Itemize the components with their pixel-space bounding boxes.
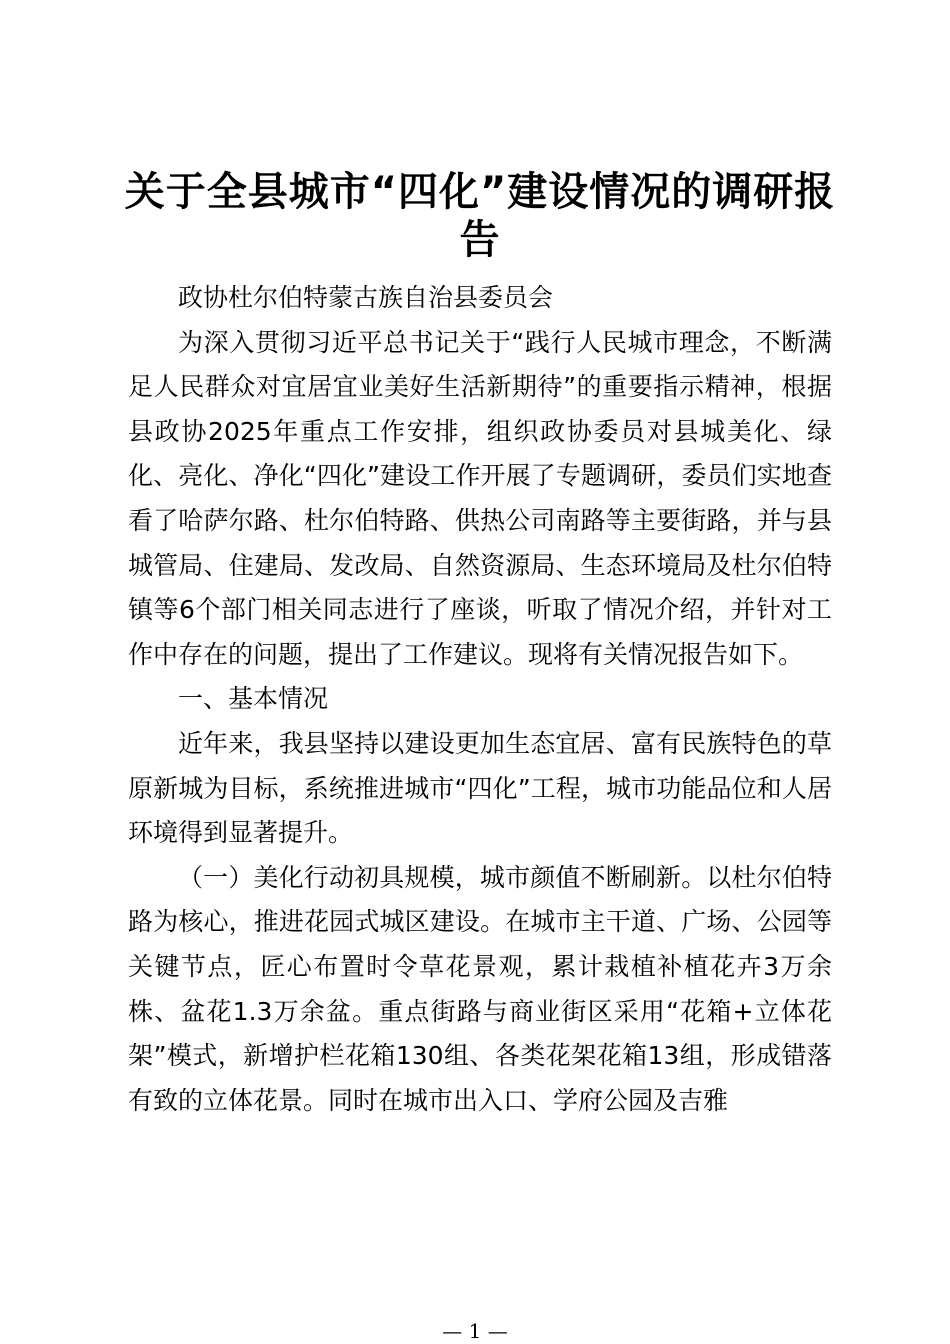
paragraph-intro: 为深入贯彻习近平总书记关于“践行人民城市理念，不断满足人民群众对宜居宜业美好生活新期待”的重要指示精神，根据县政协2025年重点工作安排，组织政协委员对县城美化、绿化、亮化、净化“四化”建设工作开展了专题调研，委员们实地查看了哈萨尔路、杜尔伯特路、供热公司南路等主要街路，并与县城管局、住建局、发改局、自然资源局、生态环境局及杜尔伯特镇等6个部门相关同志进行了座谈，听取了情况介绍，并针对工作中存在的问题，提出了工作建议。现将有关情况报告如下。	[128, 327, 832, 669]
paragraph-overview: 近年来，我县坚持以建设更加生态宜居、富有民族特色的草原新城为目标，系统推进城市“四化”工程，城市功能品位和人居环境得到显著提升。	[128, 728, 832, 848]
paragraph-beautification: （一）美化行动初具规模，城市颜值不断刷新。以杜尔伯特路为核心，推进花园式城区建设。在城市主干道、广场、公园等关键节点，匠心布置时令草花景观，累计栽植补植花卉3万余株、盆花1.3万余盆。重点街路与商业街区采用“花箱+立体花架”模式，新增护栏花箱130组、各类花架花箱13组，形成错落有致的立体花景。同时在城市出入口、学府公园及吉雅	[128, 862, 832, 1115]
author-line: 政协杜尔伯特蒙古族自治县委员会	[178, 283, 554, 312]
document-title: 关于全县城市“四化”建设情况的调研报告	[124, 169, 836, 263]
page-number: — 1 —	[442, 1319, 508, 1343]
document-body	[128, 276, 832, 1123]
section-heading-basic: 一、基本情况	[178, 684, 329, 714]
